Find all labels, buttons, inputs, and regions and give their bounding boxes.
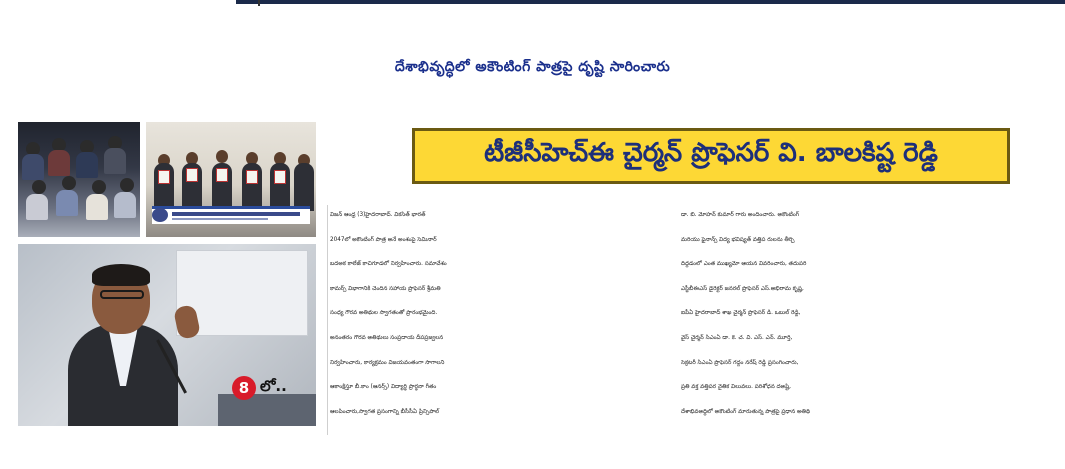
- top-tick: [258, 0, 260, 6]
- subheadline-box: [412, 128, 1010, 184]
- article-line: దిద్దడంలో ఎంత ముఖ్యమో ఆయన వివరించారు, తదుపరి: [681, 261, 807, 268]
- article-line: వైస్ చైర్మన్ సిఎంఏ డా. కె. చ. వి. ఎస్. ఎన్. మూర్తి,: [681, 334, 793, 341]
- article-line: ఎస్జీబీఈఎస్ డైరెక్టర్ జనరల్ ప్రొఫెసర్ ఎస్.అభిరామ కృష్ణ,: [681, 285, 804, 292]
- article-line: విజన్ ఆంధ్ర (3)హైదరాబాద్. వికసిత్ భారత్: [330, 212, 426, 218]
- article-line: ఆలపించారు,స్వాగత ప్రసంగాన్ని బీసీసీఏ ప్రిన్సిపాల్: [330, 408, 440, 415]
- page-reference-text: లో..: [260, 377, 287, 395]
- article-line: దేశాభివఅద్ధిలో అకౌంటింగ్ మారుతున్న పాత్రపై ప్రధాన అతిథి: [681, 408, 810, 415]
- article-line: సెక్రటరీ సిఎంఏ ప్రొఫెసర్ గద్దం నరేష్ రెడ్డి ప్రసంగించారు,: [681, 359, 799, 366]
- article-column-left: [330, 203, 666, 424]
- glasses-icon: [100, 290, 144, 299]
- column-divider: [327, 205, 328, 435]
- article-line: మరియు ఫైనాన్స్ విద్య భవిష్యత్ వత్తిప రులను తీర్చి: [681, 236, 795, 243]
- article-line: సంధ్య గౌరవ అతిథుల స్వాగతంతో ప్రారంభమైంది.: [330, 310, 438, 317]
- article-line: బదఅక కాలేజ్ కాచిగూడలో నిర్వహించారు. సమావేశం: [330, 261, 447, 268]
- article-line: ప్రతి వక్త వత్తిపర నైతిక విలువలు. పరిశోధన దఅష్టి,: [681, 384, 791, 391]
- article-line: నిర్వహించారు, కార్యక్రమం విజయవంతంగా సాగాలని: [330, 359, 445, 366]
- college-logo-icon: [152, 208, 168, 222]
- article-line: 2047లో అకౌంటింగ్ పాత్ర అనే అంశంపై సెమినార్: [330, 236, 437, 243]
- page-number-badge: 8: [232, 376, 256, 400]
- dais-photo: [146, 122, 316, 237]
- headline: దేశాభివృద్ధిలో అకౌంటింగ్ పాత్రపై దృష్టి సారించారు: [394, 58, 671, 75]
- article-line: కామర్స్ విభాగానికి చెందిన సహాయ ప్రొఫెసర్ శ్రీమతి: [330, 285, 441, 292]
- article-line: అనంతరం గౌరవ అతిథులు సంప్రదాయ దీపప్రజ్వలన: [330, 334, 444, 341]
- audience-photo: [18, 122, 140, 237]
- article-line: ఐపీఏ హైదరాబాద్ శాఖ చైర్మన్ ప్రొఫెసర్ డి. ఒబుల్ రెడ్డి,: [681, 310, 801, 317]
- article-line: ఆకాంక్షిస్తూ బీ.కాం (ఆనర్స్) విద్యార్థి ప్రార్థనా గీతం: [330, 384, 437, 391]
- article-line: డా. బి. మోహన్ కుమార్ గారు అందించారు. అకౌంటింగ్: [681, 212, 800, 218]
- article-column-right: [681, 203, 1043, 424]
- page-reference: [232, 374, 287, 402]
- top-rule: [236, 0, 1065, 4]
- subheadline: టీజీసీహెచ్ఈ చైర్మన్ ప్రొఫెసర్ వి. బాలకిష్ట రెడ్డి: [484, 138, 938, 168]
